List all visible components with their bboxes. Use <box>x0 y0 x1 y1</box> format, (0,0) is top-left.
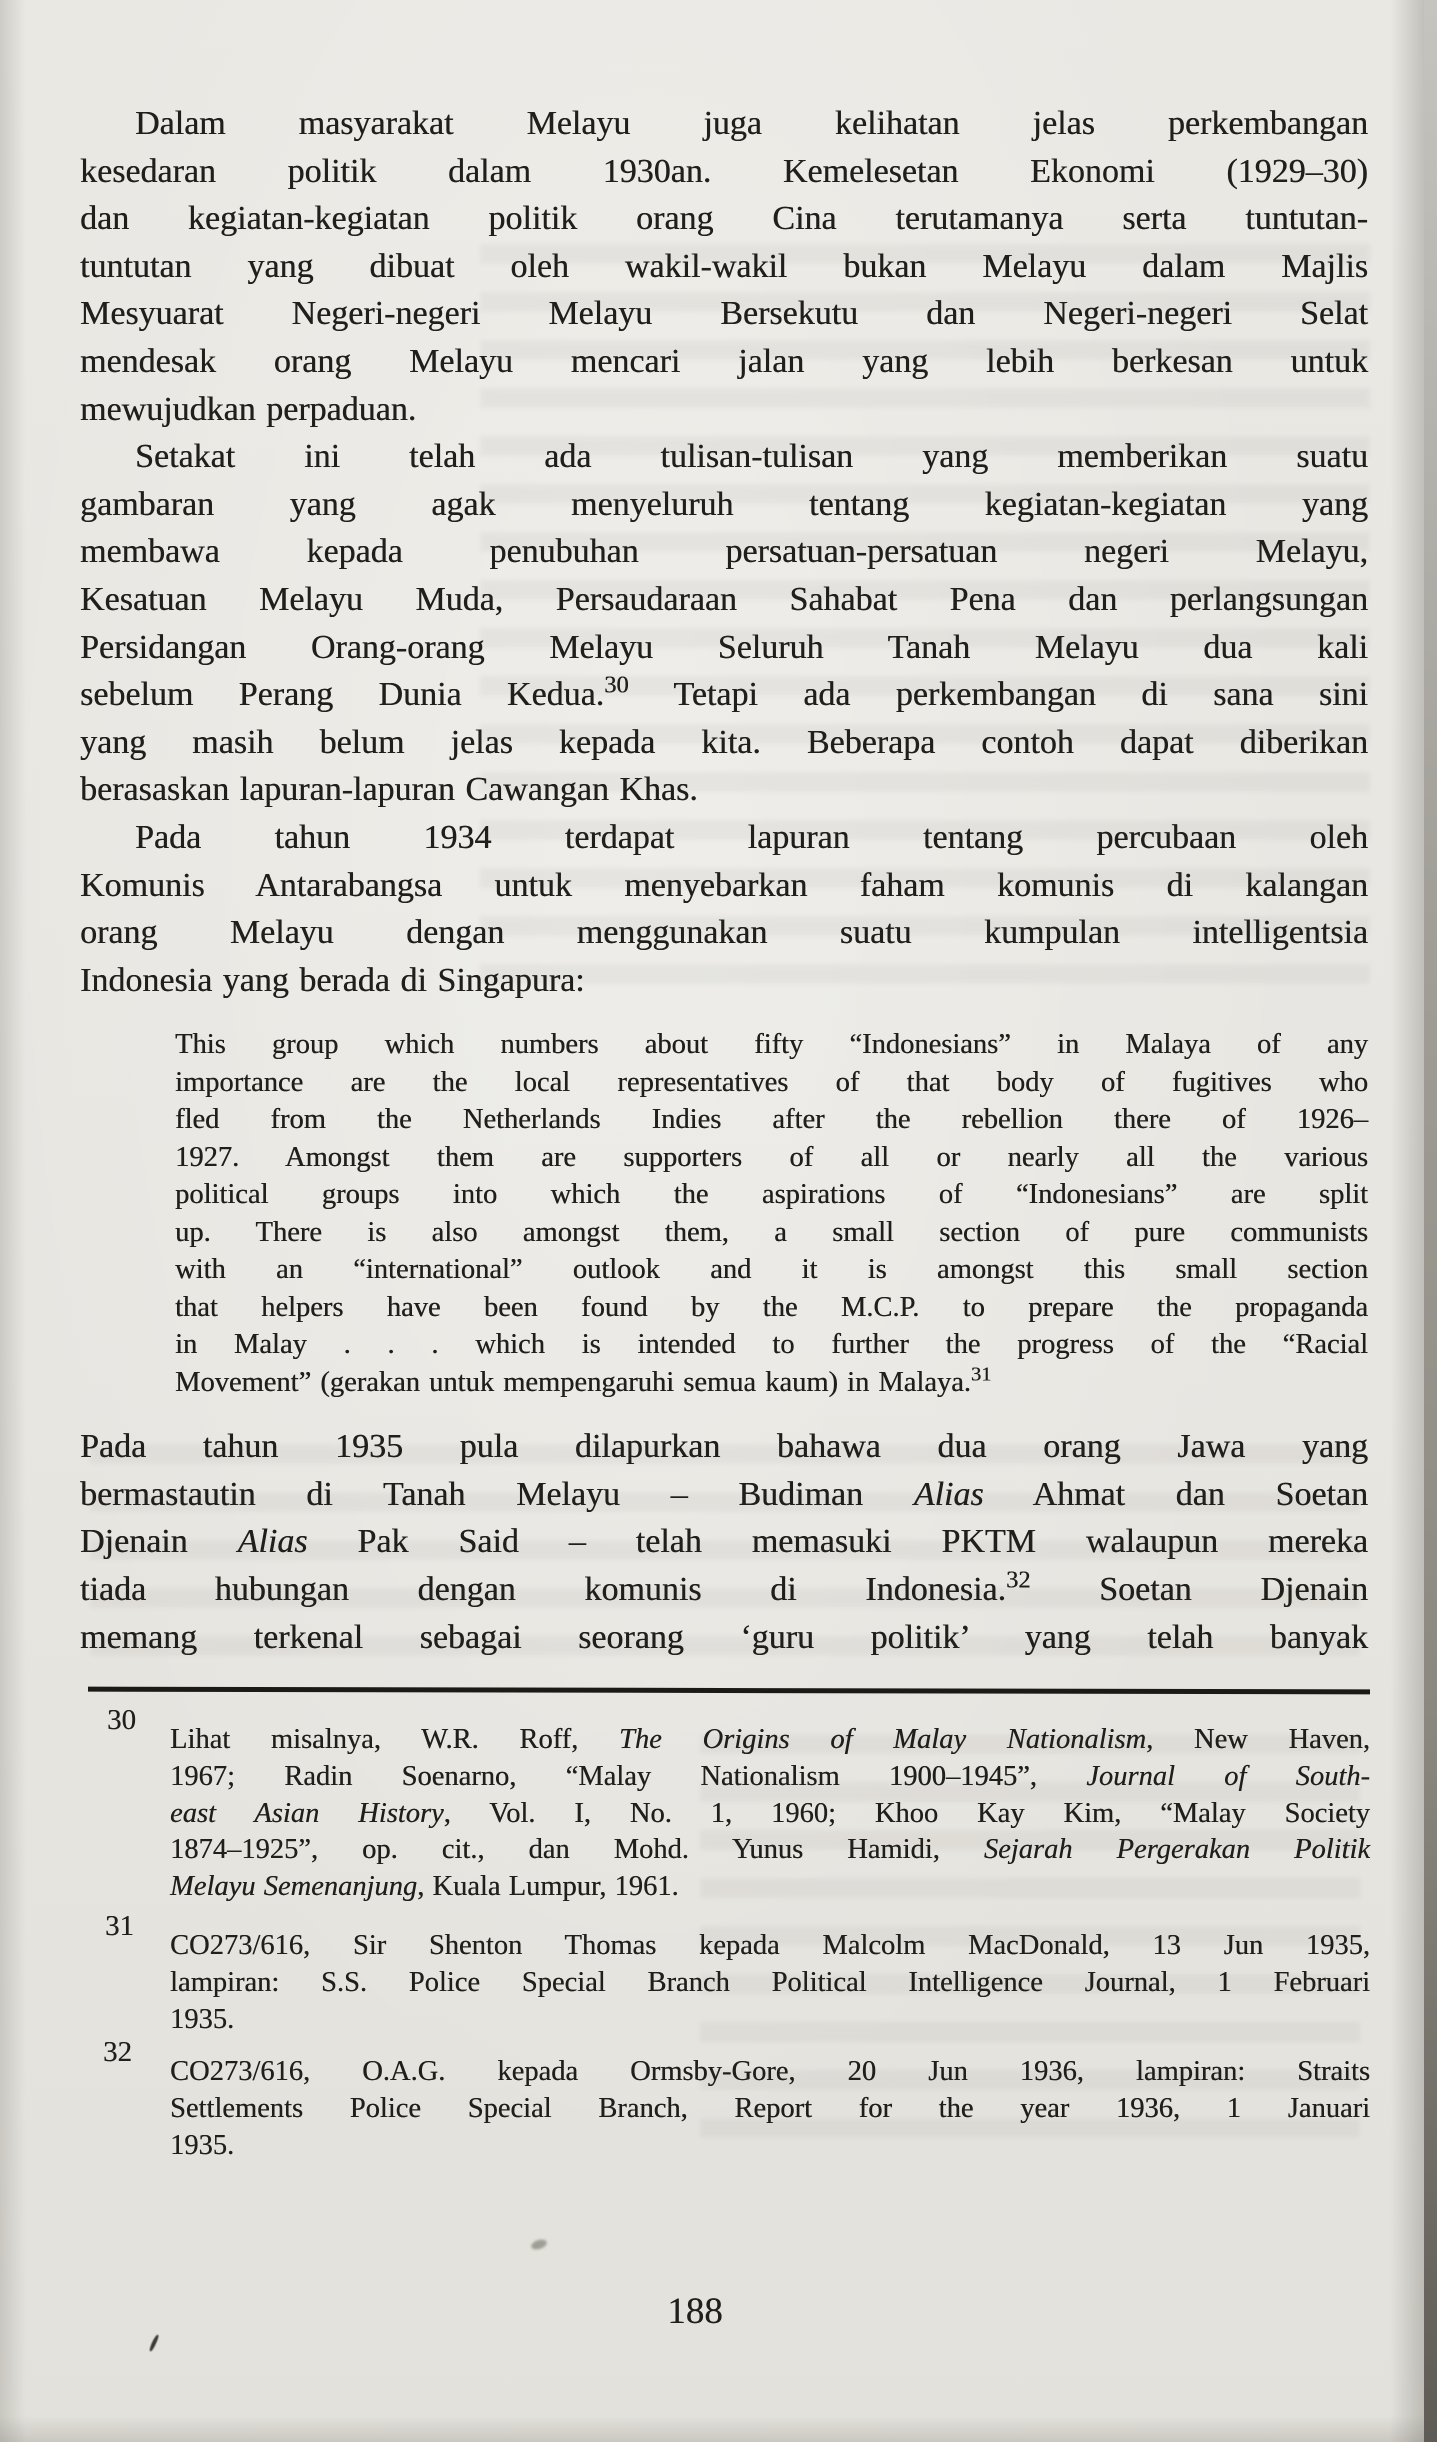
text-segment: Alias <box>237 1523 308 1561</box>
text-segment: 1874–1925”, op. cit., dan Mohd. Yunus Hamidi, <box>170 1834 984 1866</box>
text-segment: gambaran yang agak menyeluruh tentang kegiatan-kegiatan yang <box>80 485 1368 523</box>
text-segment: Ahmat dan Soetan <box>983 1475 1368 1513</box>
text-line <box>175 1326 1368 1364</box>
text-segment: in Malay . . . which is intended to further the progress of the “Racial <box>175 1329 1368 1361</box>
text-segment: CO273/616, O.A.G. kepada Ormsby-Gore, 20 Jun 1936, lampiran: Straits <box>170 2056 1370 2087</box>
text-segment: Lihat misalnya, W.R. Roff, <box>170 1724 619 1755</box>
text-line <box>80 957 1368 1005</box>
text-segment: tuntutan yang dibuat oleh wakil-wakil bukan Melayu dalam Majlis <box>80 247 1368 285</box>
text-line <box>170 1869 1370 1906</box>
text-line <box>175 1176 1368 1214</box>
text-segment: Persidangan Orang-orang Melayu Seluruh Tanah Melayu dua kali <box>80 628 1368 666</box>
text-line <box>80 195 1368 243</box>
text-segment: dan kegiatan-kegiatan politik orang Cina terutamanya serta tuntutan- <box>80 200 1368 238</box>
text-segment: Djenain <box>80 1523 238 1561</box>
text-segment: Setakat ini telah ada tulisan-tulisan yang memberikan suatu <box>135 438 1368 476</box>
text-line <box>80 1614 1368 1662</box>
text-line <box>80 528 1368 576</box>
text-segment: orang Melayu dengan menggunakan suatu kumpulan intelligentsia <box>80 914 1368 952</box>
text-segment: , Vol. I, No. 1, 1960; Khoo Kay Kim, “Malay Society <box>443 1797 1370 1829</box>
paragraph-3 <box>80 814 1368 1004</box>
text-line <box>175 1289 1368 1327</box>
text-line <box>80 862 1368 910</box>
text-line <box>170 2128 1370 2165</box>
text-segment: Alias <box>913 1475 984 1513</box>
text-line <box>175 1064 1368 1102</box>
text-line <box>80 100 1368 148</box>
text-segment: Pada tahun 1934 terdapat lapuran tentang percubaan oleh <box>135 818 1368 856</box>
text-segment: fled from the Netherlands Indies after the rebellion there of 1926– <box>175 1104 1368 1136</box>
scan-edge-bottom <box>0 2416 1437 2442</box>
main-text-column <box>80 100 1368 1661</box>
text-segment: , New Haven, <box>1146 1724 1370 1755</box>
text-segment: 1935. <box>170 2129 235 2161</box>
text-line <box>170 1759 1370 1796</box>
text-segment: Komunis Antarabangsa untuk menyebarkan faham komunis di kalangan <box>80 866 1368 904</box>
text-line <box>170 2002 1370 2039</box>
text-segment: 1935. <box>170 2003 235 2035</box>
footnote-ref: 31 <box>970 1363 992 1386</box>
footnote-31-text <box>170 1928 1370 2038</box>
text-line <box>80 338 1368 386</box>
text-segment: Pak Said – telah memasuki PKTM walaupun mereka <box>307 1523 1368 1561</box>
text-segment: kesedaran politik dalam 1930an. Kemelesetan Ekonomi (1929–30) <box>80 152 1368 190</box>
text-line <box>80 290 1368 338</box>
text-segment: lampiran: S.S. Police Special Branch Political Intelligence Journal, 1 Februari <box>170 1966 1370 1998</box>
text-segment: Melayu Semenanjung <box>170 1871 418 1903</box>
text-line <box>170 1796 1370 1833</box>
text-line <box>175 1026 1368 1064</box>
text-segment: Dalam masyarakat Melayu juga kelihatan jelas perkembangan <box>135 105 1368 142</box>
text-line <box>80 671 1368 719</box>
scan-edge-left <box>0 0 26 2442</box>
text-segment: CO273/616, Sir Shenton Thomas kepada Malcolm MacDonald, 13 Jun 1935, <box>170 1930 1370 1961</box>
text-segment: sebelum Perang Dunia Kedua. <box>80 676 605 714</box>
page-number: 188 <box>667 2291 723 2332</box>
footnote-number-30: 30 <box>107 1704 136 1736</box>
footnote-ref: 32 <box>1006 1566 1031 1594</box>
text-segment: Pada tahun 1935 pula dilapurkan bahawa dua orang Jawa yang <box>80 1428 1368 1466</box>
text-line <box>80 766 1368 814</box>
text-line <box>170 1965 1370 2002</box>
footnote-32-text <box>170 2054 1370 2164</box>
text-segment: with an “international” outlook and it is amongst this small section <box>175 1254 1368 1286</box>
text-segment: 1927. Amongst them are supporters of all or nearly all the various <box>175 1141 1368 1173</box>
text-segment: , Kuala Lumpur, 1961. <box>417 1871 679 1903</box>
text-segment: east Asian History <box>170 1797 444 1829</box>
block-quote <box>175 1026 1368 1401</box>
text-line <box>175 1364 1368 1402</box>
paragraph-1 <box>80 100 1368 433</box>
text-line <box>80 433 1368 481</box>
text-line <box>175 1139 1368 1177</box>
footnote-ref: 30 <box>604 671 629 699</box>
text-line <box>170 2091 1370 2128</box>
text-line <box>80 148 1368 196</box>
text-segment: Settlements Police Special Branch, Report for the year 1936, 1 Januari <box>170 2092 1370 2124</box>
text-line <box>80 243 1368 291</box>
text-segment: This group which numbers about fifty “Indonesians” in Malaya of any <box>175 1029 1368 1061</box>
text-line <box>80 814 1368 862</box>
text-line <box>170 1832 1370 1869</box>
text-segment: that helpers have been found by the M.C.P. to prepare the propaganda <box>175 1291 1368 1323</box>
pen-mark-artifact <box>149 2334 160 2352</box>
scan-edge-right <box>1424 0 1437 2442</box>
text-segment: membawa kepada penubuhan persatuan-persatuan negeri Melayu, <box>80 533 1368 571</box>
text-line <box>175 1251 1368 1289</box>
text-segment: The Origins of Malay Nationalism <box>618 1724 1147 1755</box>
text-line <box>80 576 1368 624</box>
text-segment: Mesyuarat Negeri-negeri Melayu Bersekutu dan Negeri-negeri Selat <box>80 295 1368 333</box>
text-line <box>80 386 1368 434</box>
text-segment: importance are the local representatives of that body of fugitives who <box>175 1066 1368 1098</box>
footnote-30-text <box>170 1722 1370 1906</box>
scan-edge-right-shadow <box>1390 0 1424 2442</box>
footnote-separator-rule <box>88 1687 1370 1695</box>
text-segment: mendesak orang Melayu mencari jalan yang lebih berkesan untuk <box>80 342 1368 380</box>
text-segment: up. There is also amongst them, a small section of pure communists <box>175 1216 1368 1248</box>
text-line <box>80 1471 1368 1519</box>
text-segment: Journal of South- <box>1086 1760 1370 1792</box>
text-segment: bermastautin di Tanah Melayu – Budiman <box>80 1475 914 1513</box>
text-line <box>80 624 1368 672</box>
text-segment: Movement” (gerakan untuk mempengaruhi semua kaum) in Malaya. <box>175 1366 971 1398</box>
text-line <box>80 481 1368 529</box>
text-segment: mewujudkan perpaduan. <box>80 390 417 428</box>
text-segment: Sejarah Pergerakan Politik <box>983 1834 1371 1866</box>
text-line <box>170 1928 1370 1965</box>
text-line <box>80 719 1368 767</box>
text-line <box>80 909 1368 957</box>
text-line <box>80 1518 1368 1566</box>
text-segment: memang terkenal sebagai seorang ‘guru politik’ yang telah banyak <box>80 1618 1368 1656</box>
text-line <box>80 1566 1368 1614</box>
text-segment: Indonesia yang berada di Singapura: <box>80 961 585 999</box>
text-line <box>170 1722 1370 1759</box>
text-line <box>80 1423 1368 1471</box>
paragraph-2 <box>80 433 1368 814</box>
text-segment: Soetan Djenain <box>1030 1571 1368 1609</box>
text-segment: political groups into which the aspirations of “Indonesians” are split <box>175 1179 1368 1211</box>
text-segment: Kesatuan Melayu Muda, Persaudaraan Sahabat Pena dan perlangsungan <box>80 580 1368 618</box>
text-segment: yang masih belum jelas kepada kita. Beberapa contoh dapat diberikan <box>80 723 1368 761</box>
text-segment: 1967; Radin Soenarno, “Malay Nationalism 1900–1945”, <box>170 1760 1087 1792</box>
text-line <box>175 1101 1368 1139</box>
paragraph-4 <box>80 1423 1368 1661</box>
text-segment: berasaskan lapuran-lapuran Cawangan Khas. <box>80 771 698 809</box>
footnote-number-32: 32 <box>103 2036 132 2068</box>
smudge-artifact <box>530 2238 548 2252</box>
footnote-number-31: 31 <box>105 1910 134 1942</box>
text-line <box>175 1214 1368 1252</box>
text-segment: Tetapi ada perkembangan di sana sini <box>628 676 1368 714</box>
text-line <box>170 2054 1370 2091</box>
text-segment: tiada hubungan dengan komunis di Indonesia. <box>80 1571 1006 1609</box>
